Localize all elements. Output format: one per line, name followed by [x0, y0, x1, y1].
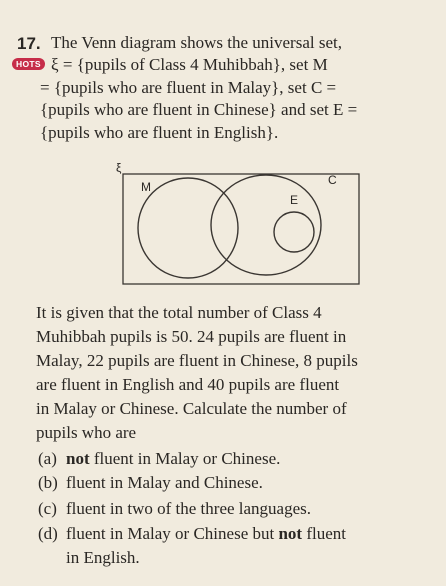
option-d-label: (d): [38, 524, 58, 543]
paragraph-line-4: are fluent in English and 40 pupils are fluent: [36, 375, 340, 394]
paragraph-line-6: pupils who are: [36, 423, 137, 442]
paragraph-line-1: It is given that the total number of Class 4: [36, 303, 322, 322]
option-d-emphasis: not: [278, 524, 303, 543]
paragraph-line-5: in Malay or Chinese. Calculate the number of: [36, 399, 347, 418]
question-line-5: {pupils who are fluent in English}.: [40, 123, 279, 142]
option-c-text: fluent in two of the three languages.: [66, 499, 312, 518]
option-c-label: (c): [38, 499, 57, 518]
option-d-text: fluent in Malay or Chinese but not fluent: [66, 524, 346, 543]
set-c-label: C: [328, 173, 337, 187]
option-b-text: fluent in Malay and Chinese.: [66, 473, 263, 492]
question-number: 17.: [17, 34, 41, 53]
hots-badge: HOTS: [12, 58, 45, 70]
paragraph-line-3: Malay, 22 pupils are fluent in Chinese, 8 pupils: [36, 351, 358, 370]
universal-set-label: ξ: [116, 161, 122, 175]
option-a-emphasis: not: [66, 449, 90, 468]
question-line-4: {pupils who are fluent in Chinese} and set E =: [40, 100, 358, 119]
paragraph-line-2: Muhibbah pupils is 50. 24 pupils are fluent in: [36, 327, 347, 346]
venn-diagram: [116, 161, 361, 286]
set-c-circle: [211, 175, 321, 275]
question-line-2: ξ = {pupils of Class 4 Muhibbah}, set M: [51, 55, 328, 74]
set-e-circle: [274, 212, 314, 252]
set-m-label: M: [141, 180, 151, 194]
question-line-3: = {pupils who are fluent in Malay}, set C =: [40, 78, 337, 97]
question-line-1: The Venn diagram shows the universal set,: [51, 33, 342, 52]
set-e-label: E: [290, 193, 299, 207]
option-d-continuation: in English.: [66, 548, 140, 567]
option-a-label: (a): [38, 449, 57, 468]
option-b-label: (b): [38, 473, 58, 492]
venn-svg: [116, 161, 361, 286]
option-a-text: not fluent in Malay or Chinese.: [66, 449, 281, 468]
